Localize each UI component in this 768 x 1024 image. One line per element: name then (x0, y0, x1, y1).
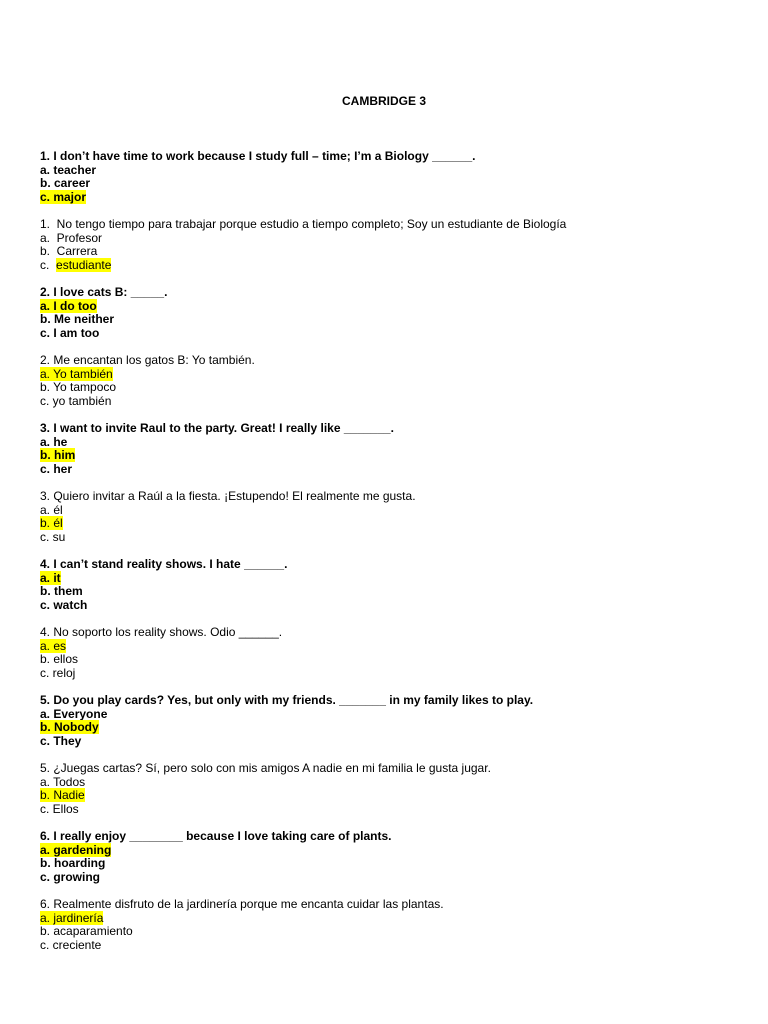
option-c: c. I am too (40, 326, 100, 341)
option-b: b. Nadie (40, 788, 85, 803)
question-1-en (40, 150, 740, 205)
option-b: b. hoarding (40, 856, 106, 871)
option-a: a. jardinería (40, 910, 104, 925)
question-text: 2. Me encantan los gatos B: Yo también. (40, 353, 255, 367)
option-b: b. him (40, 448, 76, 463)
option-b: b. them (40, 584, 83, 599)
question-2-es (40, 354, 740, 409)
option-b: b. acaparamiento (40, 924, 133, 939)
option-c: c. growing (40, 870, 100, 885)
option-c: c. They (40, 734, 82, 749)
option-c: c. yo también (40, 394, 112, 409)
question-text: 6. Realmente disfruto de la jardinería porque me encanta cuidar las plantas. (40, 897, 444, 911)
option-c: c. watch (40, 598, 88, 613)
question-text: 4. No soporto los reality shows. Odio ______. (40, 625, 283, 639)
question-text: 1. No tengo tiempo para trabajar porque estudio a tiempo completo; Soy un estudiante de Biología (40, 217, 567, 231)
option-a: a. he (40, 434, 68, 449)
question-text: 5. Do you play cards? Yes, but only with my friends. _______ in my family likes to play. (40, 693, 534, 707)
option-c: c. estudiante (40, 258, 112, 273)
option-a: a. gardening (40, 842, 112, 857)
option-b: b. Yo tampoco (40, 380, 117, 395)
question-text: 4. I can’t stand reality shows. I hate ______. (40, 557, 288, 571)
option-c: c. Ellos (40, 802, 79, 817)
page-title: CAMBRIDGE 3 (341, 94, 426, 108)
question-2-en (40, 286, 740, 341)
question-6-es (40, 898, 740, 953)
option-b: b. ellos (40, 652, 79, 667)
question-text: 3. I want to invite Raul to the party. Great! I really like _______. (40, 421, 394, 435)
option-b: b. Me neither (40, 312, 115, 327)
question-text: 3. Quiero invitar a Raúl a la fiesta. ¡Estupendo! El realmente me gusta. (40, 489, 416, 503)
question-4-es (40, 626, 740, 681)
option-c: c. creciente (40, 938, 102, 953)
option-a: a. es (40, 638, 67, 653)
option-b: b. Nobody (40, 720, 99, 735)
option-c: c. major (40, 190, 87, 205)
option-a: a. Everyone (40, 706, 108, 721)
option-b: b. career (40, 176, 91, 191)
option-a: a. teacher (40, 162, 97, 177)
question-text: 5. ¿Juegas cartas? Sí, pero solo con mis amigos A nadie en mi familia le gusta jugar. (40, 761, 491, 775)
question-text: 1. I don’t have time to work because I study full – time; I’m a Biology ______. (40, 149, 476, 163)
option-a: a. Profesor (40, 230, 103, 245)
question-text: 2. I love cats B: _____. (40, 285, 168, 299)
option-c: c. her (40, 462, 73, 477)
option-a: a. él (40, 502, 63, 517)
question-1-es (40, 218, 740, 273)
option-a: a. I do too (40, 298, 97, 313)
option-c: c. reloj (40, 666, 76, 681)
option-c: c. su (40, 530, 66, 545)
question-5-es (40, 762, 740, 817)
question-5-en (40, 694, 740, 749)
option-a: a. Todos (40, 774, 86, 789)
option-a: a. Yo también (40, 366, 113, 381)
question-4-en (40, 558, 740, 613)
option-b: b. Carrera (40, 244, 98, 259)
question-6-en (40, 830, 740, 885)
option-b: b. él (40, 516, 63, 531)
option-a: a. it (40, 570, 61, 585)
question-text: 6. I really enjoy ________ because I love taking care of plants. (40, 829, 392, 843)
question-3-en (40, 422, 740, 477)
question-3-es (40, 490, 740, 545)
